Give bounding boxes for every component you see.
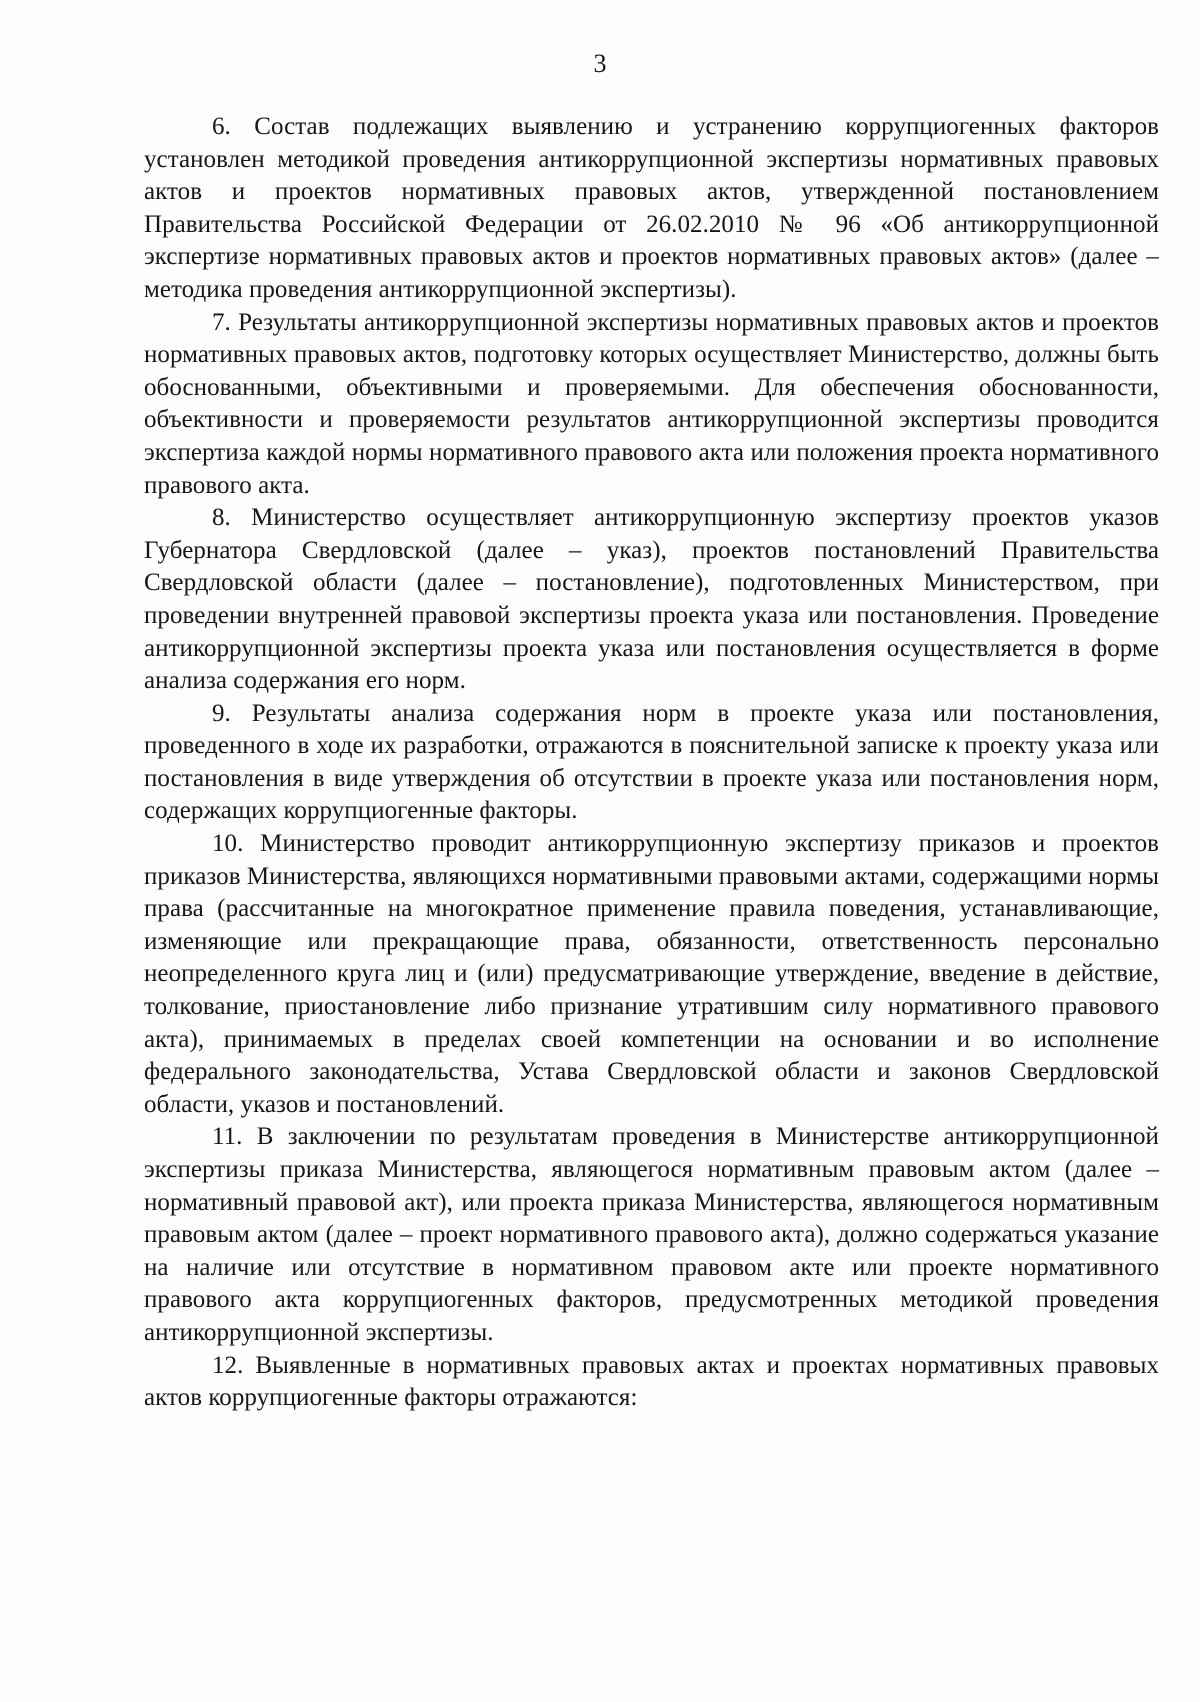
document-body [144,111,1159,1415]
paragraph-9: 9. Результаты анализа содержания норм в проекте указа или постановления, проведенного в ходе их разработки, отражаются в пояснительной записке к проекту указа или постановления в виде утверждения об отсутствии в проекте указа или постановления норм, содержащих коррупциогенные факторы. [144,699,1159,825]
paragraph-10: 10. Министерство проводит антикоррупционную экспертизу приказов и проектов приказов Министерства, являющихся нормативными правовыми актами, содержащими нормы права (рассчитанные на многократное применение правила поведения, устанавливающие, изменяющие или прекращающие права, обязанности, ответственность персонально неопределенного круга лиц и (или) предусматривающие утверждение, введение в действие, толкование, приостановление либо признание утратившим силу нормативного правового акта), принимаемых в пределах своей компетенции на основании и во исполнение федерального законодательства, Устава Свердловской области и законов Свердловской области, указов и постановлений. [144,830,1159,1118]
paragraph-7: 7. Результаты антикоррупционной экспертизы нормативных правовых актов и проектов нормативных правовых актов, подготовку которых осуществляет Министерство, должны быть обоснованными, объективными и проверяемыми. Для обеспечения обоснованности, объективности и проверяемости результатов антикоррупционной экспертизы проводится экспертиза каждой нормы нормативного правового акта или положения проекта нормативного правового акта. [144,308,1159,499]
paragraph-12: 12. Выявленные в нормативных правовых актах и проектах нормативных правовых актов коррупциогенные факторы отражаются: [144,1351,1159,1412]
paragraph-6: 6. Состав подлежащих выявлению и устранению коррупциогенных факторов установлен методикой проведения антикоррупционной экспертизы нормативных правовых актов и проектов нормативных правовых актов, утвержденной постановлением Правительства Российской Федерации от 26.02.2010 № 96 «Об антикоррупционной экспертизе нормативных правовых актов и проектов нормативных правовых актов» (далее – методика проведения антикоррупционной экспертизы). [144,113,1159,303]
page-number: 3 [593,49,607,78]
paragraph-11: 11. В заключении по результатам проведения в Министерстве антикоррупционной экспертизы приказа Министерства, являющегося нормативным правовым актом (далее – нормативный правовой акт), или проекта приказа Министерства, являющегося нормативным правовым актом (далее – проект нормативного правового акта), должно содержаться указание на наличие или отсутствие в нормативном правовом акте или проекте нормативного правового акта коррупциогенных факторов, предусмотренных методикой проведения антикоррупционной экспертизы. [144,1123,1159,1346]
paragraph-8: 8. Министерство осуществляет антикоррупционную экспертизу проектов указов Губернатора Свердловской (далее – указ), проектов постановлений Правительства Свердловской области (далее – постановление), подготовленных Министерством, при проведении внутренней правовой экспертизы проекта указа или постановления. Проведение антикоррупционной экспертизы проекта указа или постановления осуществляется в форме анализа содержания его норм. [144,504,1159,695]
